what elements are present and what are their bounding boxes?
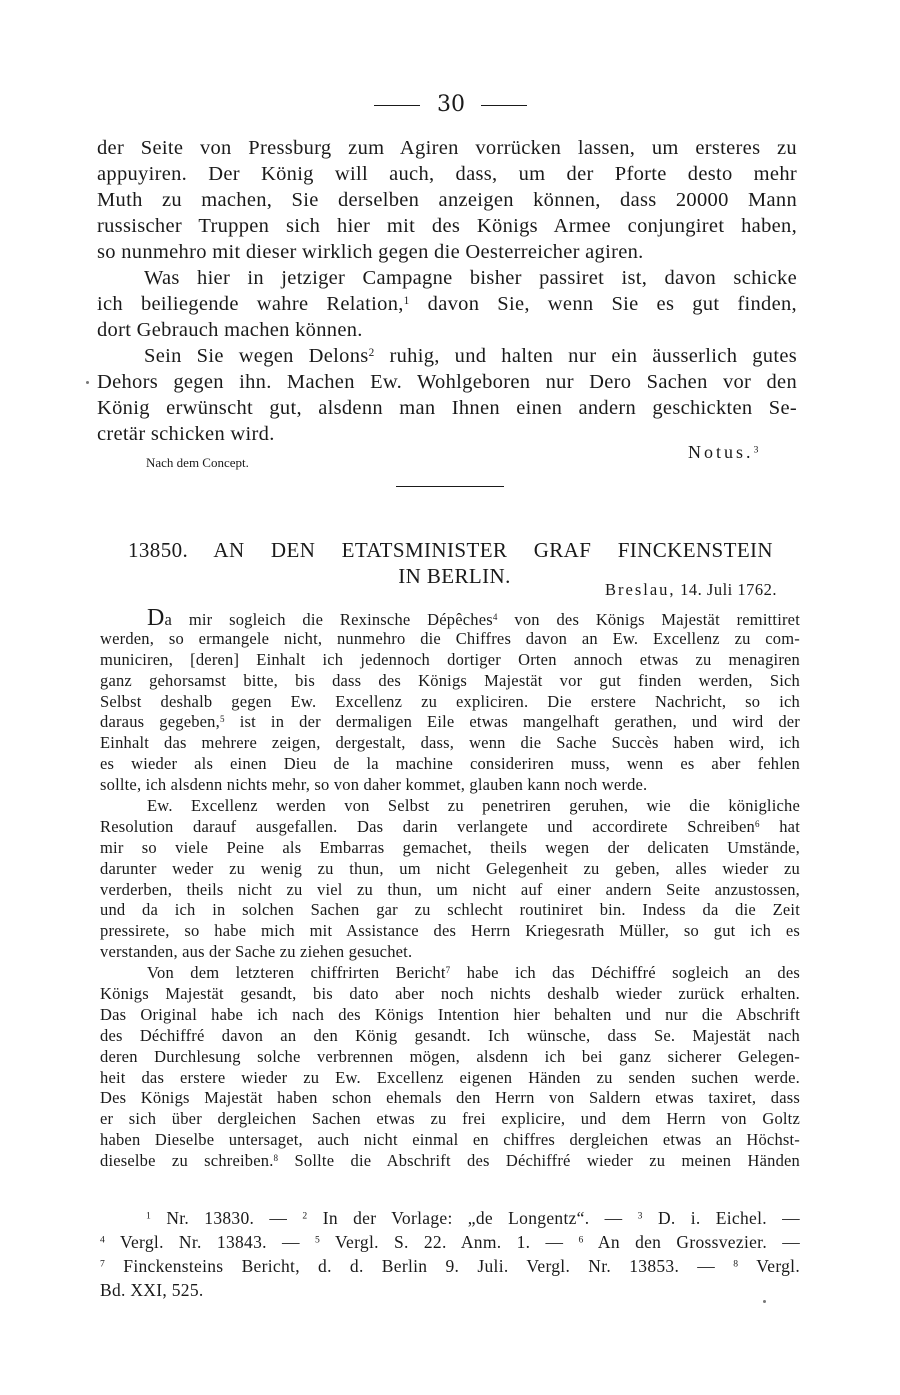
- footnote-line: [100, 1230, 800, 1254]
- letter-recipient: AN DEN ETATSMINISTER GRAF FINCKENSTEIN: [213, 538, 774, 562]
- footnote-marker: 4: [100, 1234, 106, 1246]
- footnote-marker: 2: [368, 346, 375, 359]
- text-line: Selbst deshalb gegen Ew. Excellenz zu expliciren. Die erstere Nachricht, so ich: [100, 691, 800, 711]
- text-line: [97, 291, 797, 317]
- footnote-marker: 8: [733, 1258, 739, 1270]
- text-line: verderben, theils nicht zu viel zu thun, um nicht auf einer andern Seite anzustossen,: [100, 879, 800, 899]
- letter-title-line: [128, 537, 773, 563]
- section-separator: [396, 486, 504, 487]
- text-line: werden, so ermangele nicht, nunmehro die Chiffres davon an Ew. Excellenz zu com-: [100, 628, 800, 648]
- text-segment: habe ich das Déchiffré sogleich an des: [466, 963, 800, 983]
- text-line: Das Original habe ich nach des Königs Intention hier behalten und nur die Abschrift: [100, 1004, 800, 1024]
- footnote-marker: 2: [302, 1210, 308, 1222]
- text-line: Des Königs Majestät haben schon ehemals den Herrn von Saldern etwas taxiret, dass: [100, 1088, 800, 1108]
- footnote-line: Bd. XXI, 525.: [100, 1280, 204, 1300]
- footnote-text: Nr. 13830. —: [166, 1208, 288, 1228]
- text-line: deren Durchlesung solche verbrennen mögen, alsdenn ich bei ganz sicherer Gelegen-: [100, 1046, 800, 1066]
- text-line: sollte, ich alsdenn nichts mehr, so von daher kommet, glauben kann noch werde.: [100, 775, 648, 795]
- footnote-text: In der Vorlage: „de Longentz“. —: [322, 1208, 623, 1228]
- text-segment: Resolution darauf ausgefallen. Das darin verlangete und accordirete Schreiben: [100, 816, 755, 836]
- text-line: [100, 605, 800, 631]
- header-rule-left: [374, 105, 420, 106]
- text-line: mir so viele Peine als Embarras gemachet, theils wegen der delicaten Umstände,: [100, 837, 800, 857]
- text-line: und da ich in solchen Sachen gar zu schlecht routiniret bin. Indess da die Zeit: [100, 900, 800, 920]
- letter-body: [100, 605, 800, 1172]
- text-line: pressirete, so habe mich mit Assistance des Herrn Kriegesrath Müller, so gut ich es: [100, 921, 800, 941]
- text-segment: ist in der dermaligen Eile etwas mangelhaft gerathen, und wird der: [239, 712, 800, 732]
- text-line: russischer Truppen sich hier mit des Königs Armee conjungiret haben,: [97, 215, 797, 237]
- text-segment: Sollte die Abschrift des Déchiffré wieder zu meinen Händen: [294, 1151, 800, 1171]
- footnote-marker: 4: [492, 612, 498, 623]
- text-line: verstanden, aus der Sache zu ziehen gesuchet.: [100, 942, 413, 962]
- footnote-text: Vergl. Nr. 13843. —: [119, 1232, 300, 1252]
- footnote-marker: 5: [315, 1234, 321, 1246]
- text-segment: ruhig, und halten nur ein äusserlich gutes: [389, 345, 797, 367]
- text-line: dort Gebrauch machen können.: [97, 319, 363, 341]
- text-line: des Déchiffré davon an den König gesandt. Ich wünsche, dass Se. Majestät nach: [100, 1025, 800, 1045]
- text-line: [100, 963, 800, 984]
- signature: [688, 442, 761, 463]
- text-line: cretär schicken wird.: [97, 423, 275, 445]
- text-line: der Seite von Pressburg zum Agiren vorrücken lassen, um ersteres zu: [97, 137, 797, 159]
- text-line: [100, 1151, 800, 1172]
- footnote-line: [100, 1254, 800, 1278]
- date: 14. Juli 1762.: [680, 580, 777, 599]
- letter-title-line: IN BERLIN.: [398, 564, 511, 588]
- letter-number: 13850.: [128, 538, 189, 562]
- text-line: heit das erstere wieder zu Ew. Excellenz eigenen Händen zu senden suchen werde.: [100, 1067, 800, 1087]
- text-line: [97, 343, 797, 369]
- scan-speck: [763, 1300, 766, 1303]
- dropcap: D: [147, 605, 165, 631]
- text-segment: Von dem letzteren chiffrirten Bericht: [147, 963, 446, 983]
- text-line: Dehors gegen ihn. Machen Ew. Wohlgeboren nur Dero Sachen vor den: [97, 371, 797, 393]
- footnote-marker: 3: [753, 444, 762, 456]
- text-line: Königs Majestät gesandt, bis dato aber noch nichts deshalb wieder zurück erhalten.: [100, 984, 800, 1004]
- text-line: Einhalt das mehrere zeigen, dergestalt, dass, wenn die Sache Succès haben wird, ich: [100, 733, 800, 753]
- footnote-marker: 6: [578, 1234, 584, 1246]
- text-line: darunter weder zu wenig zu thun, um nicht Gelegenheit zu geben, alles wieder zu: [100, 858, 800, 878]
- text-line: municiren, [deren] Einhalt ich jedennoch dortiger Orten annoch etwas zu menagiren: [100, 649, 800, 669]
- text-line: König erwünscht gut, alsdenn man Ihnen einen andern geschickten Se-: [97, 397, 797, 419]
- text-segment: ich beiliegende wahre Relation,: [97, 293, 404, 315]
- footnote-text: Vergl.: [756, 1256, 801, 1276]
- text-segment: von des Königs Majestät remittiret: [514, 610, 800, 629]
- footnote-marker: 7: [100, 1258, 106, 1270]
- signature-text: Notus.: [688, 442, 754, 462]
- footnotes: [100, 1206, 800, 1302]
- text-segment: daraus gegeben,: [100, 712, 220, 732]
- scan-speck: [86, 381, 89, 384]
- place: Breslau,: [605, 580, 676, 599]
- footnote-marker: 5: [219, 714, 225, 725]
- text-line: Was hier in jetziger Campagne bisher passiret ist, davon schicke: [144, 267, 797, 289]
- text-segment: hat: [779, 816, 800, 836]
- footnote-marker: 1: [146, 1210, 152, 1222]
- text-line: so nunmehro mit dieser wirklich gegen die Oesterreicher agiren.: [97, 241, 644, 263]
- footnote-line: [100, 1206, 800, 1230]
- source-note: Nach dem Concept.: [146, 455, 249, 470]
- text-segment: dieselbe zu schreiben.: [100, 1151, 274, 1171]
- text-segment: davon Sie, wenn Sie es gut finden,: [427, 293, 797, 315]
- page-number: 30: [437, 92, 465, 117]
- text-line: [100, 817, 800, 838]
- footnote-marker: 3: [637, 1210, 643, 1222]
- dateline: [560, 580, 777, 600]
- footnote-marker: 8: [273, 1153, 279, 1164]
- text-line: haben Dieselbe untersaget, auch nicht einmal en chiffres dergleichen etwas an Höchst-: [100, 1130, 800, 1150]
- footnote-marker: 6: [754, 818, 760, 829]
- text-line: Muth zu machen, Sie derselben anzeigen können, dass 20000 Mann: [97, 189, 797, 211]
- text-line: [100, 712, 800, 733]
- footnote-text: An den Grossvezier. —: [597, 1232, 800, 1252]
- footnote-text: D. i. Eichel. —: [657, 1208, 800, 1228]
- footnote-text: Vergl. S. 22. Anm. 1. —: [335, 1232, 564, 1252]
- text-line: er sich über dergleichen Sachen etwas zu frei explicire, und dem Herrn von Goltz: [100, 1109, 800, 1129]
- footnote-text: Finckensteins Bericht, d. d. Berlin 9. Juli. Vergl. Nr. 13853. —: [123, 1256, 716, 1276]
- text-line: es wieder als einen Dieu de la machine consideriren muss, wenn es aber fehlen: [100, 754, 800, 774]
- text-line: ganz gehorsamst bitte, bis dass des Königs Majestät vor gut finden werden, Sich: [100, 670, 800, 690]
- page-header: [0, 88, 900, 122]
- text-segment: a mir sogleich die Rexinsche Dépêches: [164, 610, 493, 629]
- letter-continued-text: [97, 135, 797, 447]
- footnote-marker: 1: [403, 294, 410, 307]
- text-line: Ew. Excellenz werden von Selbst zu penetriren geruhen, wie die königliche: [147, 796, 800, 816]
- text-line: appuyiren. Der König will auch, dass, um der Pforte desto mehr: [97, 163, 797, 185]
- text-segment: Sein Sie wegen Delons: [144, 345, 369, 367]
- header-rule-right: [481, 105, 527, 106]
- footnote-marker: 7: [445, 965, 451, 976]
